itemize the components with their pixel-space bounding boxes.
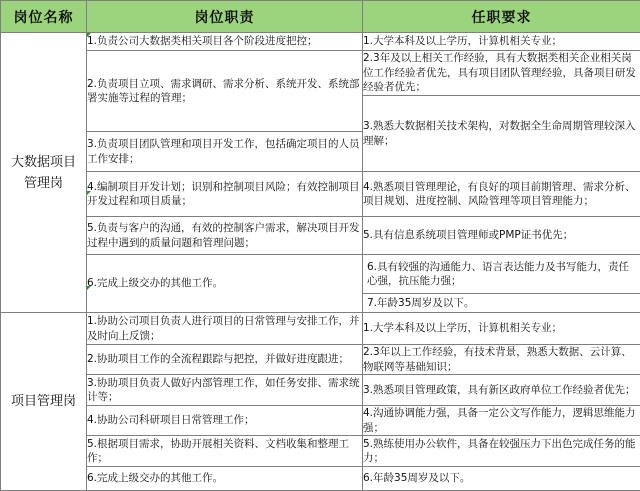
header-requirements: 任职要求 bbox=[363, 1, 640, 33]
table-row bbox=[1, 172, 640, 217]
table-row bbox=[1, 345, 640, 375]
cell-marker bbox=[87, 33, 91, 37]
table-row bbox=[1, 255, 640, 313]
requirement-stack bbox=[363, 255, 640, 313]
requirement-item: 7.年龄35周岁及以下。 bbox=[363, 294, 640, 312]
requirement-item: 3.熟悉大数据相关技术架构，对数据全生命周期管理较深入理解； bbox=[363, 96, 640, 172]
position-name-bigdata bbox=[1, 33, 87, 313]
duty-item: 5.负责与客户的沟通，有效的控制客户需求，解决项目开发过程中遇到的质量问题和管理问题； bbox=[87, 217, 363, 255]
table-row bbox=[1, 33, 640, 51]
duty-item: 4.协助公司科研项目日常管理工作； bbox=[87, 406, 363, 436]
duty-item: 1.负责公司大数据类相关项目各个阶段进度把控； bbox=[87, 33, 363, 51]
duty-item: 6.完成上级交办的其他工作。 bbox=[87, 255, 363, 313]
duty-item: 1.协助公司项目负责人进行项目的日常管理与安排工作，并及时向上反馈； bbox=[87, 313, 363, 345]
duty-item: 2.协助项目工作的全流程跟踪与把控，并做好进度跟进； bbox=[87, 345, 363, 375]
position-name-line: 管理岗 bbox=[24, 176, 63, 191]
requirement-item: 5.熟练使用办公软件，具备在较强压力下出色完成任务的能力； bbox=[363, 436, 640, 467]
header-position: 岗位名称 bbox=[1, 1, 87, 33]
table-row bbox=[1, 467, 640, 491]
cell-marker bbox=[87, 286, 91, 290]
requirement-item: 1.大学本科及以上学历，计算机相关专业； bbox=[363, 313, 640, 345]
duty-item: 3.协助项目负责人做好内部管理工作，如任务安排、需求统计等； bbox=[87, 375, 363, 406]
header-row bbox=[1, 1, 640, 33]
requirement-item: 2.3年以上工作经验，有技术背景，熟悉大数据、云计算、物联网等基础知识； bbox=[363, 345, 640, 375]
table-row bbox=[1, 217, 640, 255]
duty-item: 3.负责项目团队管理和项目开发工作，包括确定项目的人员工作安排； bbox=[87, 132, 363, 172]
duty-item: 4.编制项目开发计划；识别和控制项目风险；有效控制项目开发过程和项目质量； bbox=[87, 172, 363, 217]
requirement-item: 6.年龄35周岁及以下。 bbox=[363, 467, 640, 491]
table-row bbox=[1, 406, 640, 436]
position-name-pm bbox=[1, 313, 87, 491]
requirement-item: 5.具有信息系统项目管理师或PMP证书优先； bbox=[363, 217, 640, 255]
position-name-line: 大数据项目 bbox=[11, 155, 76, 170]
requirement-item: 6.具有较强的沟通能力、语言表达能力及书写能力，责任心强，抗压能力强； bbox=[363, 255, 640, 294]
cell-marker bbox=[87, 191, 91, 195]
table-row bbox=[1, 51, 640, 96]
requirement-item: 4.熟悉项目管理理论，有良好的项目前期管理、需求分析、项目规划、进度控制、风险管理等项目管理能力； bbox=[363, 172, 640, 217]
duty-item: 5.根据项目需求，协助开展相关资料、文档收集和整理工作； bbox=[87, 436, 363, 467]
requirement-item: 4.沟通协调能力强，具备一定公文写作能力，逻辑思维能力强； bbox=[363, 406, 640, 436]
position-name-line: 项目管理岗 bbox=[11, 394, 76, 409]
requirement-item: 2.3年及以上相关工作经验，具有大数据类相关企业相关岗位工作经验者优先，具有项目团队管理经验，具备项目研发经验者优先； bbox=[363, 51, 640, 96]
table-row bbox=[1, 313, 640, 345]
header-duties: 岗位职责 bbox=[87, 1, 363, 33]
requirement-item: 3.熟悉项目管理政策，具有新区政府单位工作经验者优先； bbox=[363, 375, 640, 406]
requirement-item: 1.大学本科及以上学历，计算机相关专业； bbox=[363, 33, 640, 51]
duty-item: 2.负责项目立项、需求调研、需求分析、系统开发、系统部署实施等过程的管理； bbox=[87, 51, 363, 132]
table-row bbox=[1, 436, 640, 467]
duty-item: 6.完成上级交办的其他工作。 bbox=[87, 467, 363, 491]
table-row bbox=[1, 375, 640, 406]
